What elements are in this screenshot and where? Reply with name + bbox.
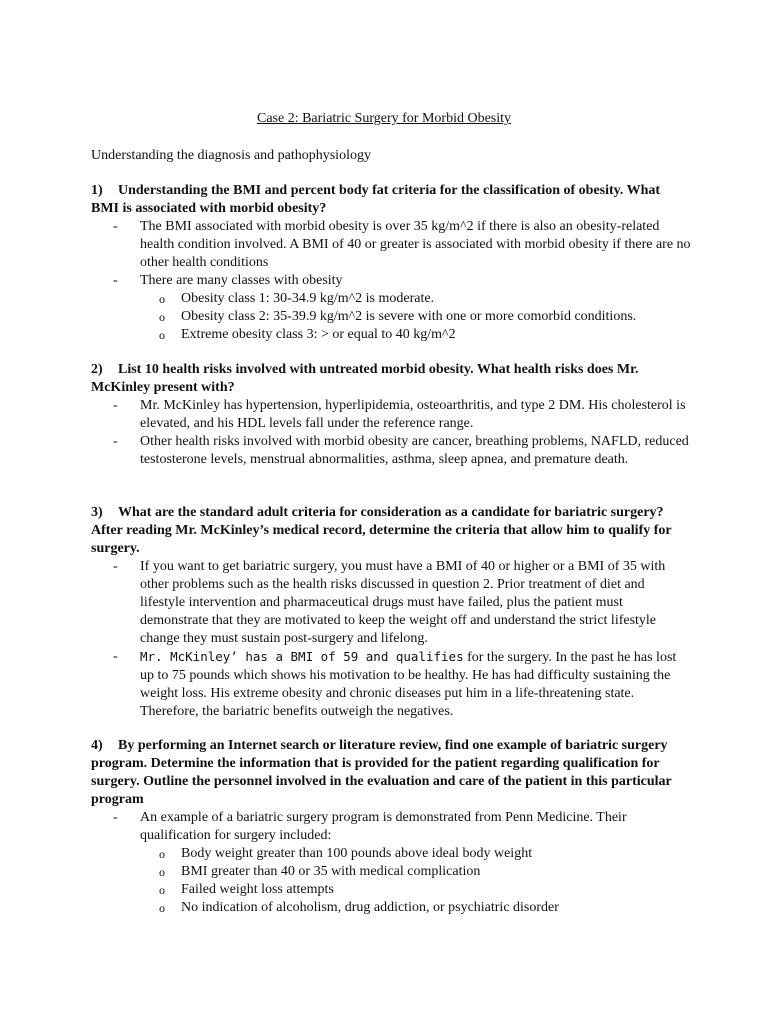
answer-text: Other health risks involved with morbid obesity are cancer, breathing problems, NAFLD, reduced testosterone levels, menstrual abnormalities, asthma, sleep apnea, and premature death.: [140, 434, 689, 467]
question-number: 1): [91, 183, 103, 198]
dash-bullet-icon: -: [113, 219, 118, 234]
answer-text: Mr. McKinley has hypertension, hyperlipidemia, osteoarthritis, and type 2 DM. His cholesterol is elevated, and his HDL levels fall under the reference range.: [140, 398, 686, 431]
answer-item: [91, 648, 691, 721]
sub-item: [140, 881, 691, 899]
section-3: [91, 504, 691, 721]
circle-bullet-icon: o: [159, 883, 165, 897]
section-1: [91, 182, 691, 344]
answer-list: [91, 809, 691, 917]
question-number: 3): [91, 505, 103, 520]
circle-bullet-icon: o: [159, 292, 165, 306]
answer-item: [91, 272, 691, 344]
answer-item: [91, 558, 691, 648]
sub-item-text: Obesity class 2: 35-39.9 kg/m^2 is severe with one or more comorbid conditions.: [181, 309, 637, 324]
answer-list: [91, 558, 691, 721]
sub-item-text: BMI greater than 40 or 35 with medical complication: [181, 864, 481, 879]
sub-list: [140, 845, 691, 917]
answer-item: [91, 218, 691, 272]
circle-bullet-icon: o: [159, 847, 165, 861]
answer-text: for the surgery. In the past he has lost up to 75 pounds which shows his motivation to be healthy. He has had difficulty sustaining the weight loss. His extreme obesity and chronic diseases put him in a life-threatening state. Therefore, the bariatric benefits outweigh the negatives.: [140, 650, 677, 719]
answer-text-mono: Mr. McKinley’ has a BMI of 59 and qualifies: [140, 649, 464, 664]
question-number: 4): [91, 738, 103, 753]
answer-item: [91, 433, 691, 469]
sub-item: [140, 899, 691, 917]
answer-list: [91, 218, 691, 344]
answer-list: [91, 397, 691, 469]
answer-text: The BMI associated with morbid obesity is over 35 kg/m^2 if there is also an obesity-related health condition involved. A BMI of 40 or greater is associated with morbid obesity if there are no other health conditions: [140, 219, 691, 270]
question-number: 2): [91, 362, 103, 377]
circle-bullet-icon: o: [159, 310, 165, 324]
dash-bullet-icon: -: [113, 273, 118, 288]
answer-text: An example of a bariatric surgery program is demonstrated from Penn Medicine. Their qualification for surgery included:: [140, 810, 627, 843]
sub-item: [140, 326, 691, 344]
question-4: [91, 737, 691, 809]
sub-item-text: Body weight greater than 100 pounds above ideal body weight: [181, 846, 533, 861]
document-subtitle: Understanding the diagnosis and pathophysiology: [91, 148, 371, 163]
dash-bullet-icon: -: [113, 649, 118, 664]
dash-bullet-icon: -: [113, 810, 118, 825]
question-text: What are the standard adult criteria for consideration as a candidate for bariatric surgery? After reading Mr. McKinley’s medical record, determine the criteria that allow him to qualify for surgery.: [91, 505, 672, 556]
question-text: Understanding the BMI and percent body fat criteria for the classification of obesity. What BMI is associated with morbid obesity?: [91, 183, 661, 216]
section-2: [91, 361, 691, 469]
sub-item-text: Obesity class 1: 30-34.9 kg/m^2 is moderate.: [181, 291, 435, 306]
circle-bullet-icon: o: [159, 865, 165, 879]
circle-bullet-icon: o: [159, 901, 165, 915]
answer-text: There are many classes with obesity: [140, 273, 343, 288]
dash-bullet-icon: -: [113, 398, 118, 413]
question-1: [91, 182, 691, 218]
question-3: [91, 504, 691, 558]
question-2: [91, 361, 691, 397]
sub-item-text: Failed weight loss attempts: [181, 882, 334, 897]
answer-item: [91, 809, 691, 917]
question-text: List 10 health risks involved with untreated morbid obesity. What health risks does Mr. McKinley present with?: [91, 362, 639, 395]
document-title: Case 2: Bariatric Surgery for Morbid Obesity: [256, 111, 512, 126]
sub-item: [140, 845, 691, 863]
section-4: [91, 737, 691, 917]
sub-item: [140, 290, 691, 308]
sub-item-text: Extreme obesity class 3: > or equal to 40 kg/m^2: [181, 327, 456, 342]
answer-text: If you want to get bariatric surgery, you must have a BMI of 40 or higher or a BMI of 35 with other problems such as the health risks discussed in question 2. Prior treatment of diet and lifestyle intervention and pharmaceutical drugs must have failed, plus the patient must demonstrate that they are motivated to keep the weight off and understand the strict lifestyle change they must sustain post-surgery and lifelong.: [140, 559, 666, 646]
sub-item-text: No indication of alcoholism, drug addiction, or psychiatric disorder: [181, 900, 559, 915]
sub-list: [140, 290, 691, 344]
dash-bullet-icon: -: [113, 559, 118, 574]
sub-item: [140, 863, 691, 881]
answer-item: [91, 397, 691, 433]
dash-bullet-icon: -: [113, 434, 118, 449]
circle-bullet-icon: o: [159, 328, 165, 342]
sub-item: [140, 308, 691, 326]
question-text: By performing an Internet search or literature review, find one example of bariatric surgery program. Determine the information that is provided for the patient regarding qualification for surgery. Outline the personnel involved in the evaluation and care of the patient in this particular program: [91, 738, 672, 807]
